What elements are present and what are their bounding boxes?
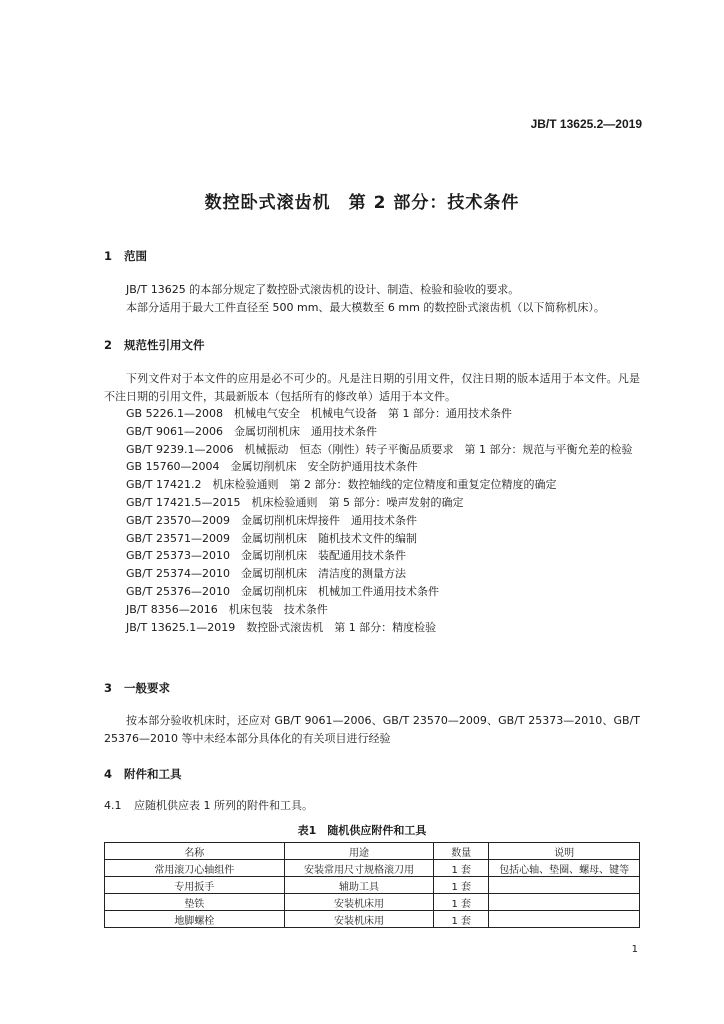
references-intro: 下列文件对于本文件的应用是必不可少的。凡是注日期的引用文件，仅注日期的版本适用于本文件。凡是不注日期的引用文件，其最新版本（包括所有的修改单）适用于本文件。	[104, 372, 640, 403]
table-cell: 垫铁	[105, 894, 285, 911]
reference-item: GB/T 9239.1—2006 机械振动 恒态（刚性）转子平衡品质要求 第 1 部分：规范与平衡允差的检验	[126, 442, 633, 456]
table-row	[105, 894, 640, 911]
page-number: 1	[631, 944, 638, 955]
reference-item: GB/T 25376—2010 金属切削机床 机械加工件通用技术条件	[126, 584, 439, 598]
section-number: 1	[104, 249, 113, 263]
section-title: 一般要求	[124, 681, 170, 695]
section-title: 规范性引用文件	[124, 338, 205, 352]
section-number: 4	[104, 767, 113, 781]
column-header: 用途	[284, 843, 434, 860]
reference-item: GB 15760—2004 金属切削机床 安全防护通用技术条件	[126, 460, 418, 474]
table-cell: 1 套	[434, 911, 489, 928]
reference-item: JB/T 13625.1—2019 数控卧式滚齿机 第 1 部分：精度检验	[126, 620, 437, 634]
reference-item: GB/T 23570—2009 金属切削机床焊接件 通用技术条件	[126, 513, 417, 527]
table-cell: 地脚螺栓	[105, 911, 285, 928]
table-row	[105, 860, 640, 877]
table-cell: 安装常用尺寸规格滚刀用	[284, 860, 434, 877]
table-cell	[489, 894, 640, 911]
standard-code: JB/T 13625.2—2019	[530, 117, 642, 131]
section-3-heading	[104, 680, 170, 696]
reference-item: GB/T 17421.2 机床检验通则 第 2 部分：数控轴线的定位精度和重复定位精度的确定	[126, 478, 557, 492]
table-cell: 安装机床用	[284, 911, 434, 928]
section-4-heading	[104, 766, 182, 782]
table-cell: 辅助工具	[284, 877, 434, 894]
table-cell	[489, 911, 640, 928]
clause-text: 应随机供应表 1 所列的附件和工具。	[134, 799, 313, 812]
table-cell	[489, 877, 640, 894]
document-title: 数控卧式滚齿机 第 2 部分：技术条件	[204, 193, 520, 213]
reference-list	[104, 405, 644, 636]
table-cell: 专用扳手	[105, 877, 285, 894]
column-header: 数量	[434, 843, 489, 860]
table-cell: 常用滚刀心轴组件	[105, 860, 285, 877]
scope-paragraph-2: 本部分适用于最大工件直径至 500 mm、最大模数至 6 mm 的数控卧式滚齿机（以下简称机床）。	[126, 301, 605, 314]
section-title: 附件和工具	[124, 767, 182, 781]
reference-item: GB 5226.1—2008 机械电气安全 机械电气设备 第 1 部分：通用技术条件	[126, 407, 513, 420]
clause-4-1	[104, 797, 313, 815]
table-caption: 表1 随机供应附件和工具	[297, 824, 427, 837]
reference-item: GB/T 17421.5—2015 机床检验通则 第 5 部分：噪声发射的确定	[126, 495, 464, 509]
table-cell: 安装机床用	[284, 894, 434, 911]
column-header: 名称	[105, 843, 285, 860]
reference-item: GB/T 25373—2010 金属切削机床 装配通用技术条件	[126, 549, 406, 563]
table-cell: 1 套	[434, 877, 489, 894]
table-row	[105, 877, 640, 894]
section-number: 3	[104, 681, 113, 695]
accessories-table	[104, 842, 640, 928]
clause-number: 4.1	[104, 799, 122, 812]
general-requirements-paragraph: 按本部分验收机床时，还应对 GB/T 9061—2006、GB/T 23570—2009、GB/T 25373—2010、GB/T 25376—2010 等中未经本部分具体化的有关项目进行经验	[104, 714, 640, 745]
reference-item: JB/T 8356—2016 机床包装 技术条件	[126, 602, 328, 616]
table-cell: 1 套	[434, 860, 489, 877]
section-2-heading	[104, 337, 205, 353]
table-header-row	[105, 843, 640, 860]
reference-item: GB/T 23571—2009 金属切削机床 随机技术文件的编制	[126, 531, 417, 545]
reference-item: GB/T 9061—2006 金属切削机床 通用技术条件	[126, 424, 377, 438]
section-title: 范围	[124, 249, 147, 263]
section-1-heading	[104, 248, 147, 264]
table-row	[105, 911, 640, 928]
section-number: 2	[104, 338, 113, 352]
reference-item: GB/T 25374—2010 金属切削机床 清洁度的测量方法	[126, 567, 406, 581]
scope-paragraph-1: JB/T 13625 的本部分规定了数控卧式滚齿机的设计、制造、检验和验收的要求。	[126, 283, 520, 296]
table-cell: 1 套	[434, 894, 489, 911]
column-header: 说明	[489, 843, 640, 860]
table-cell: 包括心轴、垫圈、螺母、键等	[489, 860, 640, 877]
